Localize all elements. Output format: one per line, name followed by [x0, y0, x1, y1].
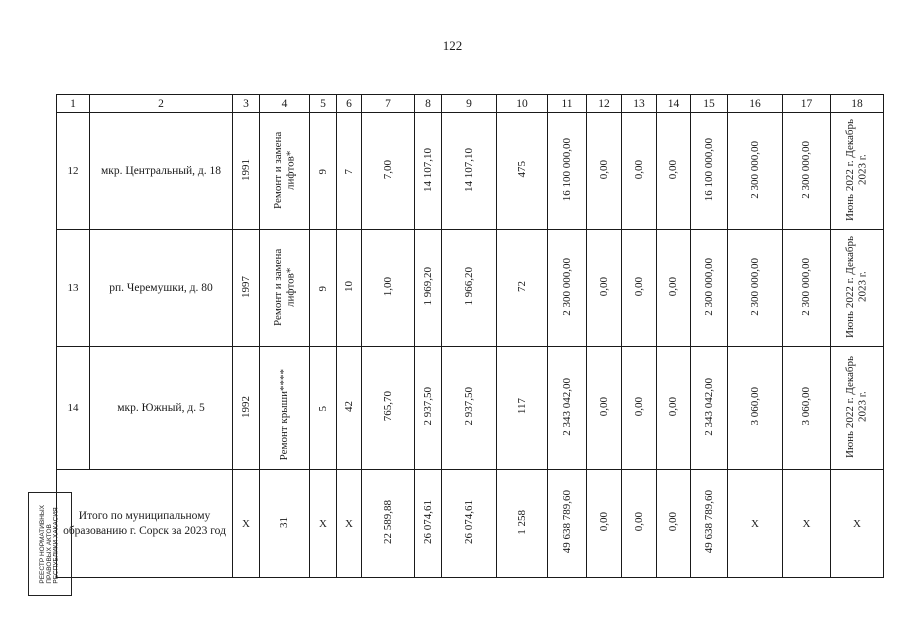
total-c7: [362, 470, 415, 578]
row-work: Ремонт и замена лифтов*: [271, 130, 297, 209]
cell-c12: [587, 347, 622, 470]
cell-value: 117: [515, 398, 528, 415]
total-c10: [497, 470, 548, 578]
header-cell: 15: [691, 95, 728, 113]
total-c3: X: [233, 470, 260, 578]
row-number: 13: [57, 230, 90, 347]
cell-c16: [728, 113, 783, 230]
total-c6: X: [337, 470, 362, 578]
cell-value: 2 300 000,00: [748, 257, 761, 316]
cell-value: 2 300 000,00: [800, 257, 813, 316]
row-address: рп. Черемушки, д. 80: [90, 230, 233, 347]
registry-stamp: [28, 492, 72, 596]
cell-value: 0,00: [667, 159, 680, 180]
cell-value: 0,00: [597, 159, 610, 180]
cell-c9: [442, 230, 497, 347]
cell-value: 26 074,61: [421, 500, 434, 544]
total-c13: [622, 470, 657, 578]
cell-c13: [622, 347, 657, 470]
cell-c9: [442, 113, 497, 230]
cell-value: 2 300 000,00: [748, 140, 761, 199]
cell-value: 475: [515, 161, 528, 178]
row-number: 12: [57, 113, 90, 230]
cell-value: 49 638 789,60: [702, 490, 715, 554]
cell-value: 22 589,88: [381, 500, 394, 544]
cell-value: 3 060,00: [800, 387, 813, 426]
cell-c18: [831, 113, 884, 230]
cell-value: 0,00: [632, 396, 645, 417]
cell-value: 2 937,50: [462, 387, 475, 426]
header-cell: 9: [442, 95, 497, 113]
cell-value: 1 258: [515, 509, 528, 535]
cell-value: 7: [342, 168, 355, 174]
cell-value: 0,00: [632, 512, 645, 532]
cell-c9: [442, 347, 497, 470]
header-cell: 4: [260, 95, 310, 113]
cell-c7: [362, 230, 415, 347]
cell-period: Июнь 2022 г. Декабрь 2023 г.: [844, 235, 869, 338]
total-label: Итого по муниципальному образованию г. Сорск за 2023 год: [57, 470, 233, 578]
row-work-cell: [260, 230, 310, 347]
capital-repair-table: [56, 94, 884, 578]
total-c17: X: [783, 470, 831, 578]
row-work-cell: [260, 347, 310, 470]
row-year: 1991: [239, 158, 252, 181]
cell-period: Июнь 2022 г. Декабрь 2023 г.: [844, 355, 869, 458]
header-cell: 10: [497, 95, 548, 113]
cell-value: 2 343 042,00: [560, 377, 573, 436]
cell-c17: [783, 347, 831, 470]
header-cell: 8: [415, 95, 442, 113]
row-year: 1997: [239, 275, 252, 298]
cell-c10: [497, 347, 548, 470]
cell-c14: [657, 230, 691, 347]
header-cell: 6: [337, 95, 362, 113]
page-number: 122: [442, 38, 463, 53]
row-work: Ремонт крыши****: [278, 368, 291, 460]
cell-value: 9: [316, 285, 329, 291]
row-number: 14: [57, 347, 90, 470]
cell-value: 1,00: [381, 276, 394, 297]
row-work-cell: [260, 113, 310, 230]
header-cell: 16: [728, 95, 783, 113]
cell-value: 5: [316, 405, 329, 411]
cell-value: 10: [342, 281, 355, 292]
header-cell: 1: [57, 95, 90, 113]
cell-c6: [337, 113, 362, 230]
cell-c8: [415, 347, 442, 470]
cell-value: 2 937,50: [421, 387, 434, 426]
cell-value: 31: [278, 516, 291, 528]
table-row: [57, 230, 884, 347]
cell-value: 14 107,10: [421, 147, 434, 192]
cell-c6: [337, 347, 362, 470]
cell-c5: [310, 230, 337, 347]
cell-period: Июнь 2022 г. Декабрь 2023 г.: [844, 118, 869, 221]
cell-c12: [587, 230, 622, 347]
cell-value: 0,00: [597, 512, 610, 532]
row-year-cell: [233, 113, 260, 230]
cell-value: 0,00: [632, 276, 645, 297]
cell-c10: [497, 230, 548, 347]
cell-value: 0,00: [667, 512, 680, 532]
row-address: мкр. Центральный, д. 18: [90, 113, 233, 230]
total-row: [57, 470, 884, 578]
header-cell: 14: [657, 95, 691, 113]
total-c11: [548, 470, 587, 578]
cell-value: 2 300 000,00: [800, 140, 813, 199]
cell-value: 14 107,10: [462, 147, 475, 192]
header-cell: 13: [622, 95, 657, 113]
header-cell: 5: [310, 95, 337, 113]
row-year: 1992: [239, 395, 252, 418]
cell-c18: [831, 230, 884, 347]
cell-value: 2 300 000,00: [702, 257, 715, 316]
cell-c11: [548, 113, 587, 230]
total-c8: [415, 470, 442, 578]
cell-value: 2 300 000,00: [560, 257, 573, 316]
cell-value: 0,00: [667, 396, 680, 417]
cell-value: 72: [515, 281, 528, 292]
table-row: [57, 347, 884, 470]
cell-value: 0,00: [597, 276, 610, 297]
header-row: [57, 95, 884, 113]
cell-c17: [783, 113, 831, 230]
cell-value: 2 343 042,00: [702, 377, 715, 436]
total-c12: [587, 470, 622, 578]
cell-value: 26 074,61: [462, 500, 475, 544]
cell-value: 0,00: [597, 396, 610, 417]
cell-value: 9: [316, 168, 329, 174]
cell-c13: [622, 230, 657, 347]
total-c15: [691, 470, 728, 578]
cell-c15: [691, 230, 728, 347]
header-cell: 17: [783, 95, 831, 113]
header-cell: 18: [831, 95, 884, 113]
cell-value: 42: [342, 401, 355, 412]
total-c4: [260, 470, 310, 578]
cell-c18: [831, 347, 884, 470]
row-year-cell: [233, 347, 260, 470]
cell-c11: [548, 230, 587, 347]
cell-c14: [657, 113, 691, 230]
cell-value: 7,00: [381, 159, 394, 180]
cell-value: 0,00: [632, 159, 645, 180]
row-year-cell: [233, 230, 260, 347]
cell-value: 16 100 000,00: [702, 137, 715, 202]
cell-c16: [728, 230, 783, 347]
cell-c11: [548, 347, 587, 470]
header-cell: 11: [548, 95, 587, 113]
cell-c5: [310, 113, 337, 230]
cell-c10: [497, 113, 548, 230]
cell-value: 0,00: [667, 276, 680, 297]
cell-value: 16 100 000,00: [560, 137, 573, 202]
cell-c8: [415, 113, 442, 230]
cell-c17: [783, 230, 831, 347]
header-cell: 3: [233, 95, 260, 113]
cell-c7: [362, 347, 415, 470]
cell-c15: [691, 347, 728, 470]
header-cell: 7: [362, 95, 415, 113]
total-c5: X: [310, 470, 337, 578]
cell-c14: [657, 347, 691, 470]
cell-c12: [587, 113, 622, 230]
cell-value: 1 969,20: [421, 267, 434, 306]
cell-value: 1 966,20: [462, 267, 475, 306]
cell-value: 49 638 789,60: [560, 490, 573, 554]
header-cell: 12: [587, 95, 622, 113]
total-c18: X: [831, 470, 884, 578]
total-c9: [442, 470, 497, 578]
row-work: Ремонт и замена лифтов*: [271, 247, 297, 326]
row-address: мкр. Южный, д. 5: [90, 347, 233, 470]
cell-c13: [622, 113, 657, 230]
cell-c16: [728, 347, 783, 470]
cell-c5: [310, 347, 337, 470]
cell-c15: [691, 113, 728, 230]
cell-value: 3 060,00: [748, 387, 761, 426]
stamp-text: РЕЕСТР НОРМАТИВНЫХ ПРАВОВЫХ АКТОВ РЕСПУБЛИКИ ХАКАСИЯ: [38, 504, 60, 584]
cell-c6: [337, 230, 362, 347]
cell-value: 765,70: [381, 391, 394, 422]
table-row: [57, 113, 884, 230]
cell-c8: [415, 230, 442, 347]
total-c16: X: [728, 470, 783, 578]
total-c14: [657, 470, 691, 578]
cell-c7: [362, 113, 415, 230]
header-cell: 2: [90, 95, 233, 113]
